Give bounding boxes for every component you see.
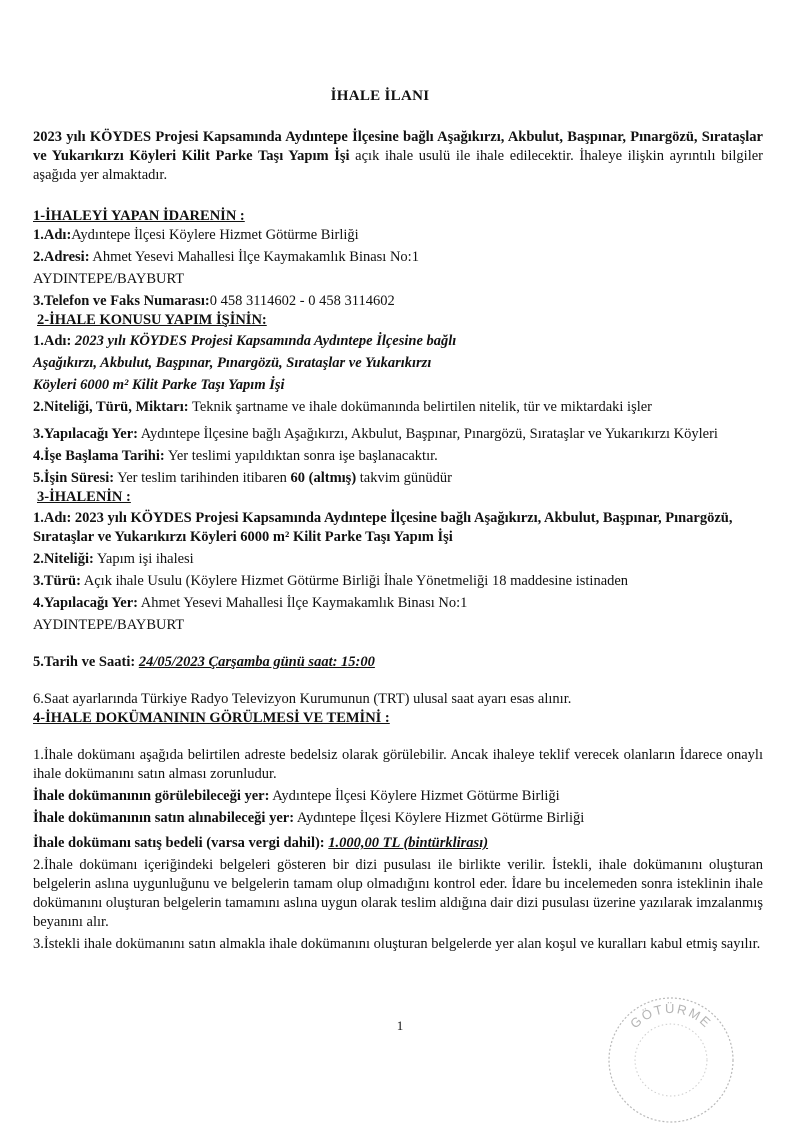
section3-heading: 3-İHALENİN : [37,489,131,505]
section1-address [33,248,763,267]
section3-type [33,572,763,591]
section3-quality [33,550,763,569]
section2-name-line2: Aşağıkırzı, Akbulut, Başpınar, Pınargözü, Sırataşlar ve Yukarıkırzı [33,355,432,371]
section4-price-value: 1.000,00 TL (bintürklirası) [328,835,489,851]
section3-location [33,594,763,613]
section4-view-location [33,787,763,806]
section3-type-label: 3.Türü: [33,573,81,589]
section1-phone-value: 0 458 3114602 - 0 458 3114602 [209,293,395,309]
intro-rest: açık ihale usulü ile ihale edilecektir. İhaleye ilişkin ayrıntılı bilgiler aşağıda yer almaktadır. [33,148,763,183]
section3-date [33,653,763,672]
section2-name-label: 1.Adı: [33,333,72,349]
section3-name [33,509,763,547]
section4-buy-label: İhale dokümanının satın alınabileceği yer: [33,810,295,826]
section2-start-value: Yer teslimi yapıldıktan sonra işe başlanacaktır. [164,448,438,464]
section4-buy-value: Aydıntepe İlçesi Köylere Hizmet Götürme Birliği [294,810,585,826]
section3-quality-value: Yapım işi ihalesi [93,551,194,567]
section2-name-line3: Köyleri 6000 m² Kilit Parke Taşı Yapım İşi [33,377,285,393]
section4-view-label: İhale dokümanının görülebileceği yer: [33,788,270,804]
section2-duration [33,469,763,488]
section2-duration-label: 5.İşin Süresi: [33,470,115,486]
section3-date-label: 5.Tarih ve Saati: [33,654,136,670]
section2-duration-b: 60 (altmış) [290,470,357,486]
section2-quality-value: Teknik şartname ve ihale dokümanında belirtilen nitelik, tür ve miktardaki işler [188,399,653,415]
section4-view-value: Aydıntepe İlçesi Köylere Hizmet Götürme Birliği [269,788,560,804]
intro-bold: 2023 yılı KÖYDES Projesi Kapsamında Aydıntepe İlçesine bağlı Aşağıkırzı, Akbulut, Başpınar, Pınargözü, Sırataşlar ve Yukarıkırzı Köyleri Kilit Parke Taşı Yapım İşi [33,129,763,164]
section1-name [33,226,763,245]
svg-text:GÖTÜRME [627,1001,715,1031]
section3-location-value: Ahmet Yesevi Mahallesi İlçe Kaymakamlık Binası No:1 [137,595,468,611]
section2-location-label: 3.Yapılacağı Yer: [33,426,138,442]
section2-name-line1 [33,332,763,351]
section3-note: 6.Saat ayarlarında Türkiye Radyo Televizyon Kurumunun (TRT) ulusal saat ayarı esas alınır. [33,691,572,707]
section1-address-value: Ahmet Yesevi Mahallesi İlçe Kaymakamlık Binası No:1 [89,249,419,265]
section3-quality-label: 2.Niteliği: [33,551,94,567]
section3-date-value: 24/05/2023 Çarşamba günü saat: 15:00 [138,654,375,670]
section4-price [33,834,763,853]
page-number: 1 [396,1018,404,1033]
document-body [33,128,763,954]
section3-name-value: 2023 yılı KÖYDES Projesi Kapsamında Aydıntepe İlçesine bağlı Aşağıkırzı, Akbulut, Başpınar, Pınargözü, Sırataşlar ve Yukarıkırzı Köyleri 6000 m² Kilit Parke Taşı Yapım İşi [33,510,733,545]
section3-location-city: AYDINTEPE/BAYBURT [33,617,185,633]
section2-start-label: 4.İşe Başlama Tarihi: [33,448,165,464]
section1-heading: 1-İHALEYİ YAPAN İDARENİN : [33,208,245,224]
section1-address-label: 2.Adresi: [33,249,90,265]
section1-name-value: Aydıntepe İlçesi Köylere Hizmet Götürme Birliği [71,227,359,243]
section2-location [33,425,763,444]
document-title: İHALE İLANI [330,88,430,104]
section2-location-value: Aydıntepe İlçesine bağlı Aşağıkırzı, Akbulut, Başpınar, Pınargözü, Sırataşlar ve Yukarıkırzı Köyleri [137,426,718,442]
section4-paragraph-2: 2.İhale dokümanı içeriğindeki belgeleri gösteren bir dizi pusulası ile birlikte verilir. İstekli, ihale dokümanını oluşturan belgelerin aslına uygunluğunu ve belgelerin tamam olup olmadığını kontrol eder. İdare bu incelemeden sonra isteklinin ihale dokümanını oluşturan belgelerin tamamını aslına uygun olarak teslim aldığına dair dizi pusulası üzerine yazılarak imzalanmış beyanını alır. [33,857,763,930]
section2-name-value-1: 2023 yılı KÖYDES Projesi Kapsamında Aydıntepe İlçesine bağlı [71,333,457,349]
section2-quality-label: 2.Niteliği, Türü, Miktarı: [33,399,189,415]
section2-quality [33,398,763,417]
section4-heading: 4-İHALE DOKÜMANININ GÖRÜLMESİ VE TEMİNİ : [33,710,390,726]
official-stamp [596,985,746,1135]
section1-phone [33,292,763,311]
section2-duration-c: takvim günüdür [356,470,453,486]
stamp-text: GÖTÜRME [627,1000,715,1032]
intro-paragraph [33,128,763,185]
section2-heading: 2-İHALE KONUSU YAPIM İŞİNİN: [37,312,267,328]
section4-buy-location [33,809,763,828]
section3-name-label: 1.Adı: [33,510,72,526]
section2-start [33,447,763,466]
section4-paragraph-3: 3.İstekli ihale dokümanını satın almakla ihale dokümanını oluşturan belgelerde yer alan koşul ve kuralları kabul etmiş sayılır. [33,936,761,952]
section1-address-city: AYDINTEPE/BAYBURT [33,271,185,287]
section3-location-label: 4.Yapılacağı Yer: [33,595,138,611]
section2-duration-a: Yer teslim tarihinden itibaren [114,470,291,486]
section1-phone-label: 3.Telefon ve Faks Numarası: [33,293,210,309]
section4-paragraph-1: 1.İhale dokümanı aşağıda belirtilen adreste bedelsiz olarak görülebilir. Ancak ihaleye teklif verecek olanların İdarece onaylı ihale dokümanını satın alması zorunludur. [33,747,763,782]
section4-price-label: İhale dokümanı satış bedeli (varsa vergi dahil): [33,835,325,851]
section3-type-value: Açık ihale Usulu (Köylere Hizmet Götürme Birliği İhale Yönetmeliği 18 maddesine istinaden [80,573,629,589]
section1-name-label: 1.Adı: [33,227,72,243]
